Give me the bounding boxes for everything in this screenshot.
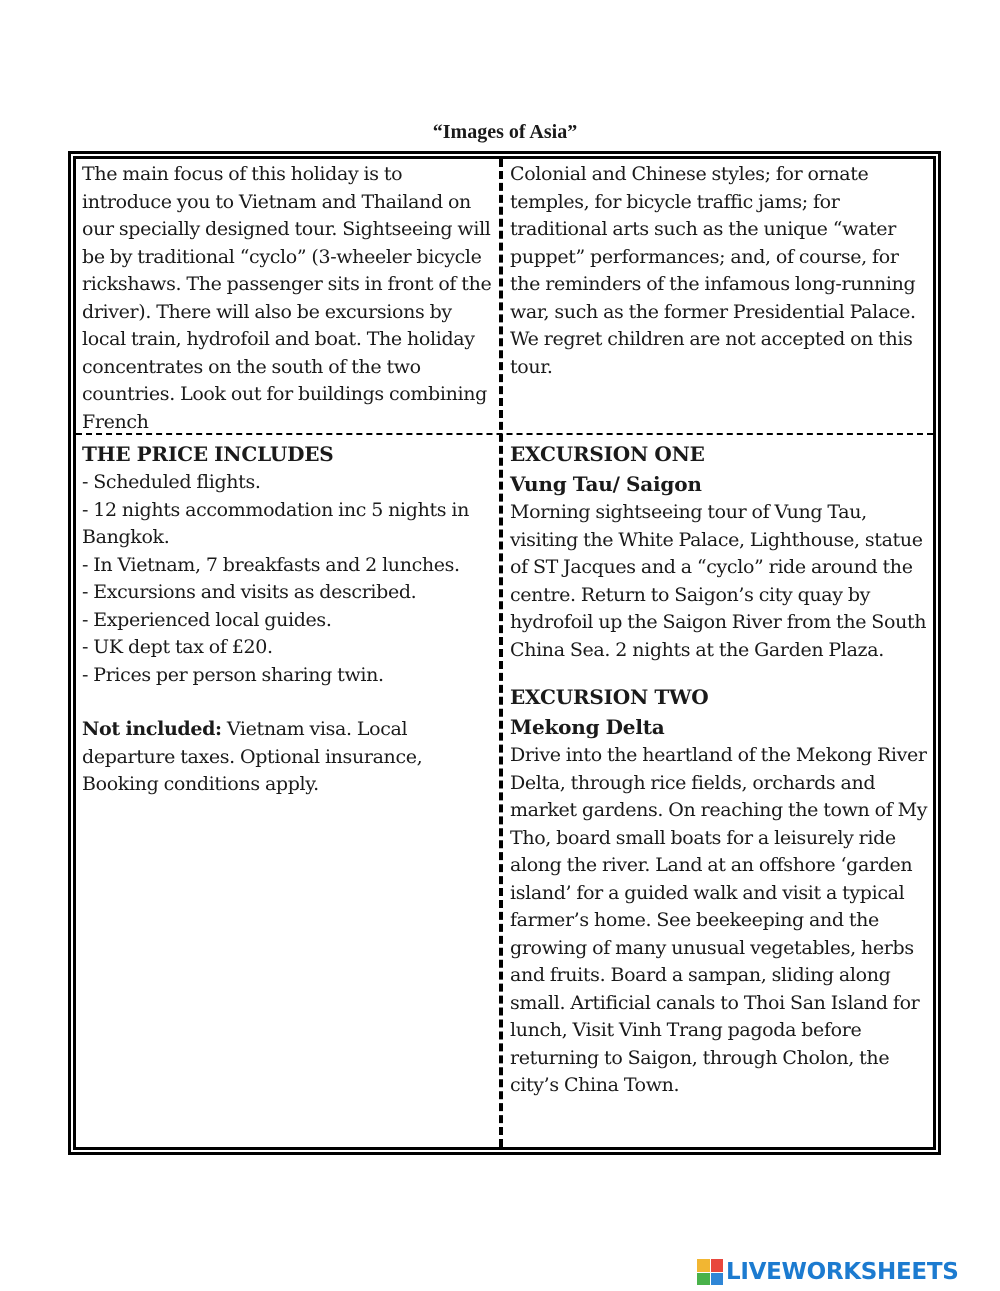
price-item: - Scheduled flights.	[82, 471, 261, 493]
content-grid	[73, 156, 936, 1150]
price-item: - Excursions and visits as described.	[82, 581, 417, 603]
excursion-two	[510, 682, 930, 1100]
liveworksheets-footer[interactable]	[697, 1255, 997, 1289]
excursion-place: Vung Tau/ Saigon	[510, 472, 702, 496]
excursion-text: Drive into the heartland of the Mekong River Delta, through rice fields, orchards and market gardens. On reaching the town of My Tho, board small boats for a leisurely ride along the river. Land at an offshore ‘garden island’ for a guided walk and visit a typical farmer’s home. See beekeeping and the growing of many unusual vegetables, herbs and fruits. Board a sampan, sliding along small. Artificial canals to Thoi San Island for lunch, Visit Vinh Trang pagoda before returning to Saigon, through Cholon, the city’s China Town.	[510, 744, 928, 1096]
liveworksheets-logo-icon	[697, 1259, 723, 1285]
intro-cell-left	[82, 161, 492, 436]
not-included-paragraph	[82, 716, 492, 799]
excursions-cell	[510, 439, 930, 1100]
price-list	[82, 469, 492, 689]
not-included-label: Not included:	[82, 718, 222, 740]
price-item: - Prices per person sharing twin.	[82, 663, 384, 686]
excursion-heading: EXCURSION TWO	[510, 685, 709, 709]
logo-square-red	[711, 1259, 724, 1272]
logo-square-yellow	[697, 1259, 710, 1272]
price-heading: THE PRICE INCLUDES	[82, 442, 334, 466]
intro-paragraph: The main focus of this holiday is to introduce you to Vietnam and Thailand on our specially designed tour. Sightseeing will be by traditional “cyclo” (3-wheeler bicycle rickshaws. The passenger sits in front of the driver). There will also be excursions by local train, hydrofoil and boat. The holiday concentrates on the south of the two countries. Look out for buildings combining French	[82, 163, 492, 433]
excursion-heading: EXCURSION ONE	[510, 442, 705, 466]
excursion-one	[510, 439, 930, 664]
content-frame	[68, 151, 941, 1155]
price-item: - Experienced local guides.	[82, 608, 332, 631]
price-item: - 12 nights accommodation inc 5 nights in Bangkok.	[82, 498, 469, 548]
logo-square-blue	[711, 1273, 724, 1286]
price-item: - In Vietnam, 7 breakfasts and 2 lunches.	[82, 553, 460, 576]
logo-square-green	[697, 1273, 710, 1286]
price-cell	[82, 439, 492, 799]
excursion-place: Mekong Delta	[510, 715, 665, 739]
intro-cell-right	[510, 161, 930, 381]
document-title: “Images of Asia”	[432, 121, 578, 143]
vertical-divider	[499, 159, 503, 1147]
excursion-text: Morning sightseeing tour of Vung Tau, visiting the White Palace, Lighthouse, statue of ST Jacques and a “cyclo” ride around the centre. Return to Saigon’s city quay by hydrofoil up the Saigon River from the South China Sea. 2 nights at the Garden Plaza.	[510, 501, 927, 661]
liveworksheets-brand[interactable]: LIVEWORKSHEETS	[726, 1259, 959, 1285]
price-item: - UK dept tax of £20.	[82, 636, 273, 658]
not-included-text: Vietnam visa. Local departure taxes. Optional insurance, Booking conditions apply.	[82, 718, 423, 795]
intro-continuation-paragraph: Colonial and Chinese styles; for ornate temples, for bicycle traffic jams; for traditional arts such as the unique “water puppet” performances; and, of course, for the reminders of the infamous long-running war, such as the former Presidential Palace. We regret children are not accepted on this tour.	[510, 163, 916, 378]
